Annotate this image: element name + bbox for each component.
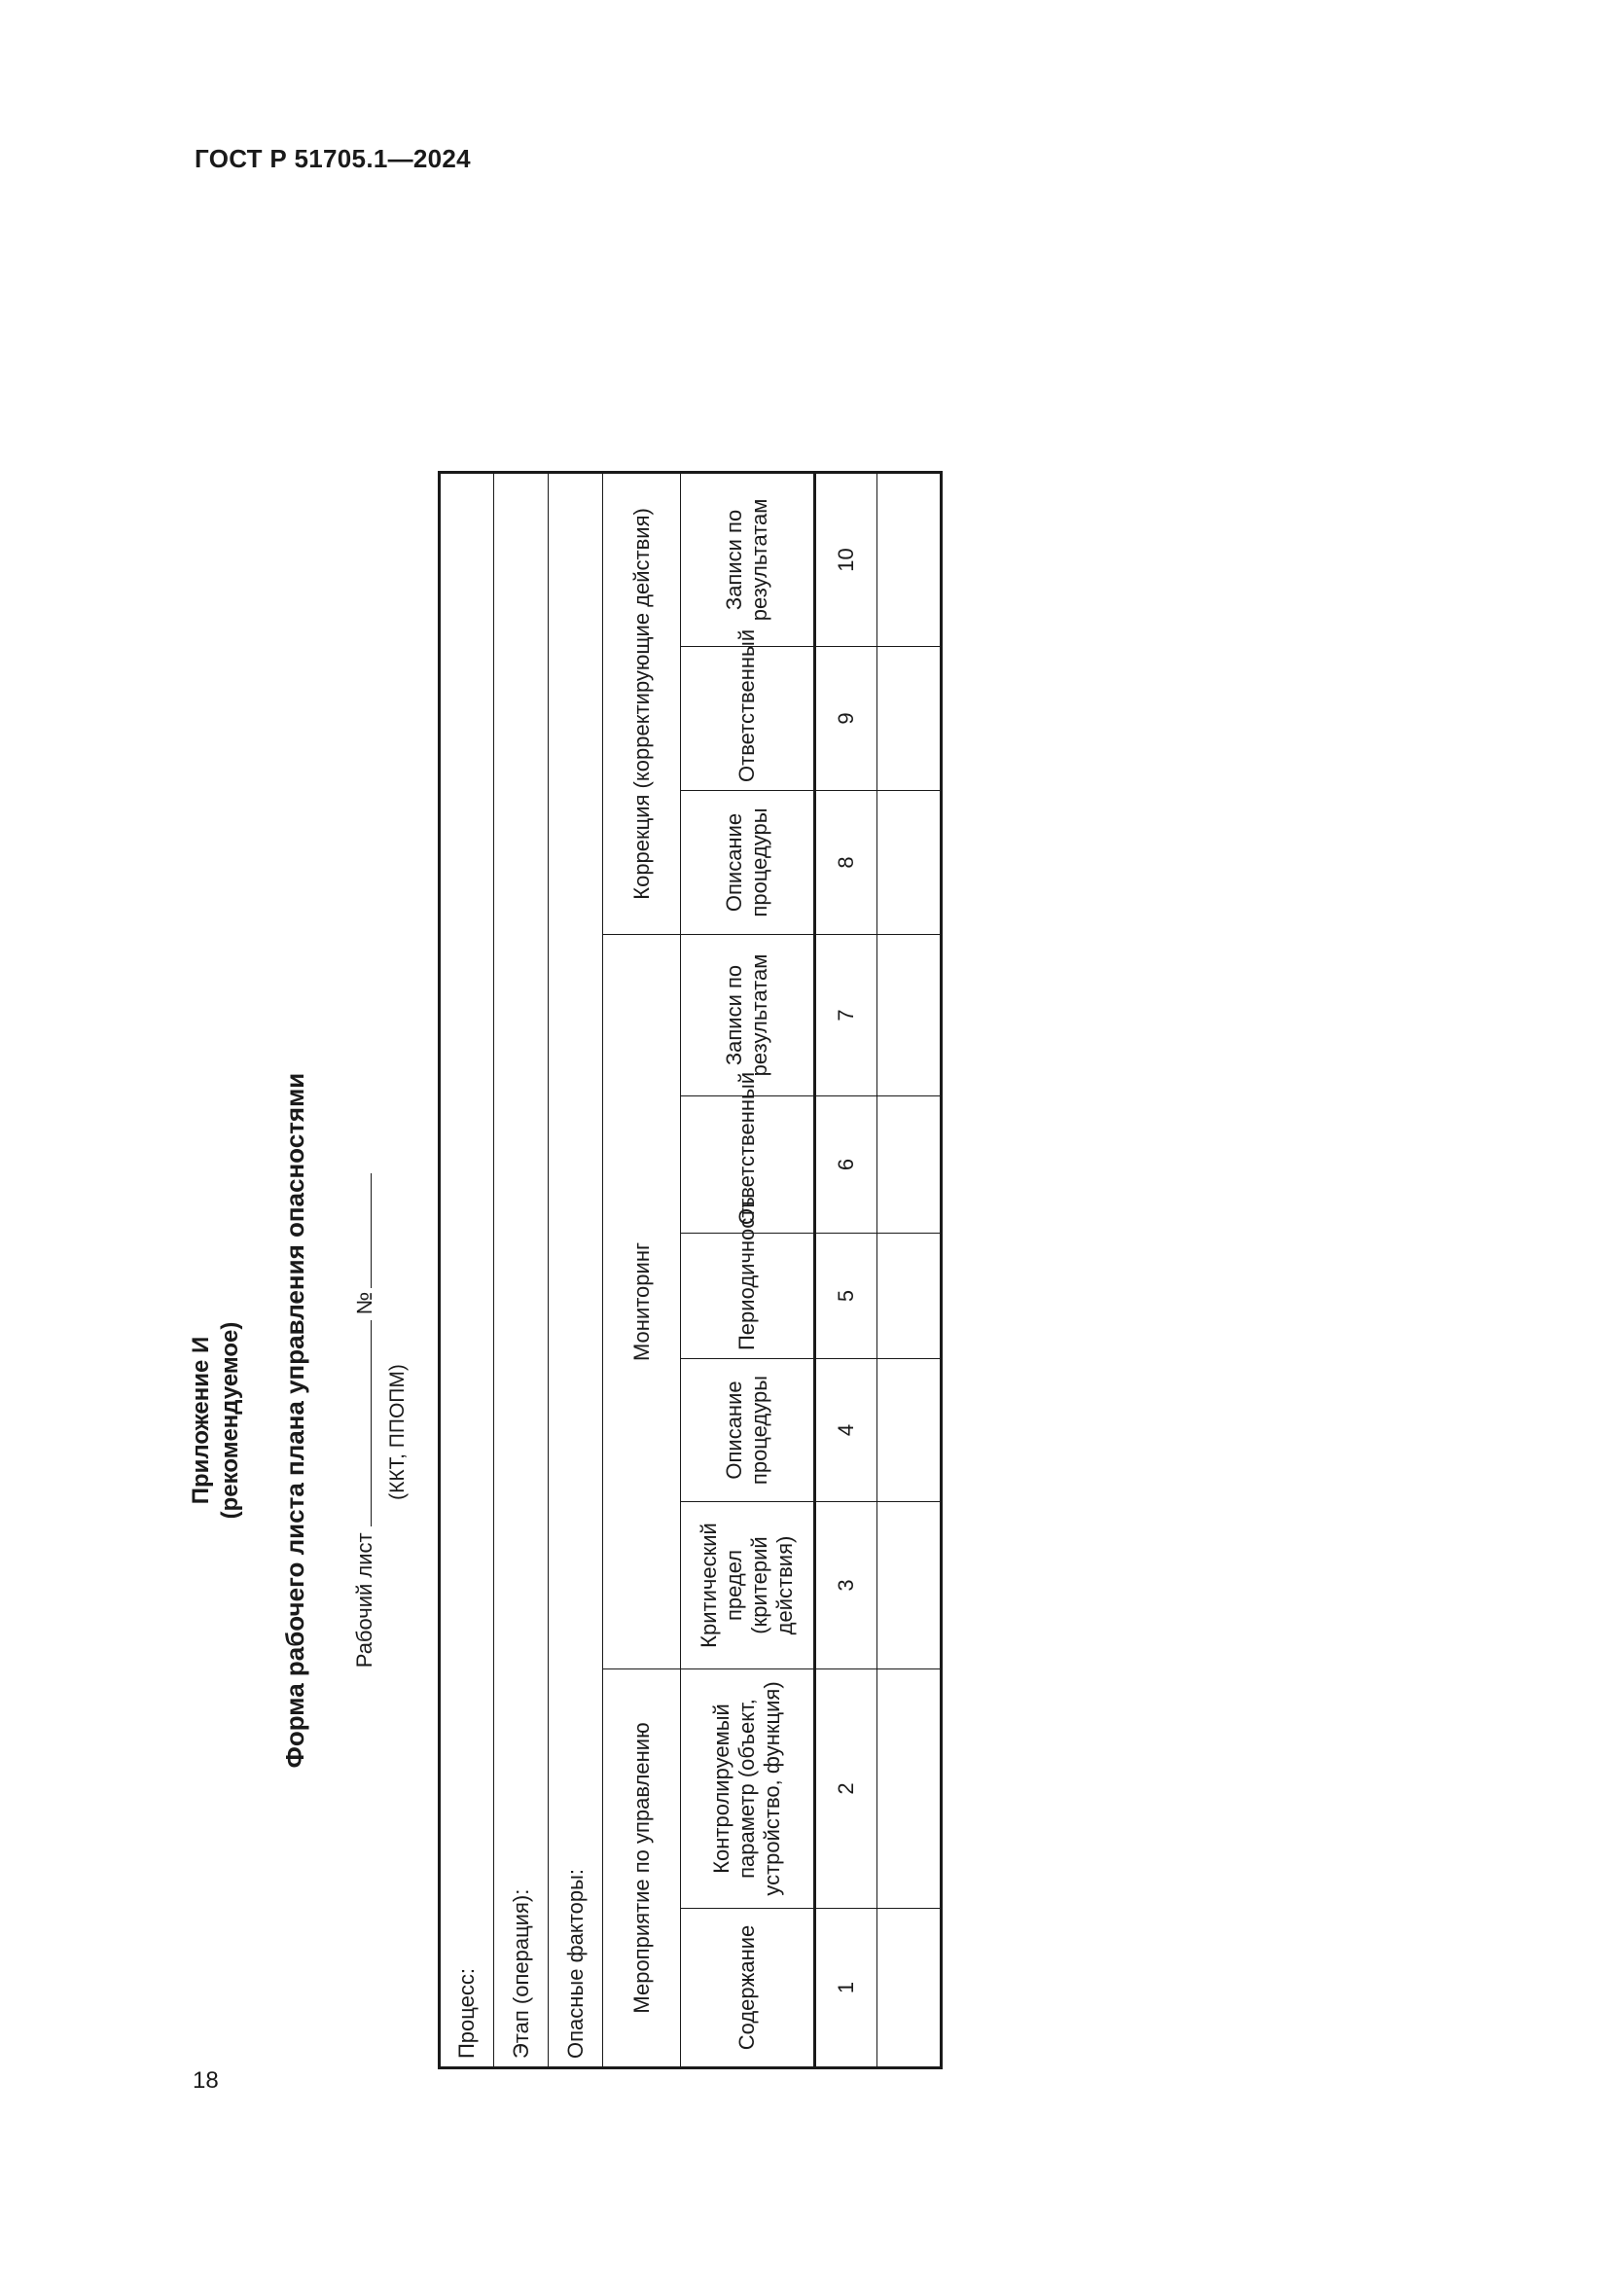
form-title: Форма рабочего листа плана управления опасностями [280,1072,309,1769]
column-number: 4 [815,1359,877,1502]
document-code-header: ГОСТ Р 51705.1—2024 [195,144,471,173]
col-header-correction-records: Записи по результатам [681,472,815,646]
appendix-title: Приложение И [188,1336,214,1505]
empty-cell[interactable] [877,1669,942,1909]
empty-cell[interactable] [877,1234,942,1359]
monitoring-group-header: Мониторинг [603,935,681,1669]
column-number: 10 [815,472,877,646]
column-number: 6 [815,1096,877,1234]
worksheet-label: Рабочий лист [352,1532,376,1668]
stage-row: Этап (операция): [494,472,549,2067]
column-number: 8 [815,791,877,935]
col-header-monitoring-procedure: Описание процедуры [681,1359,815,1502]
column-number: 5 [815,1234,877,1359]
column-number: 9 [815,647,877,791]
control-group-header: Мероприятие по управлению [603,1669,681,2068]
empty-cell[interactable] [877,791,942,935]
empty-cell[interactable] [877,1096,942,1234]
col-header-content: Содержание [681,1909,815,2068]
hazards-row: Опасные факторы: [549,472,603,2067]
rotated-form-area [175,0,1031,2296]
number-sign: № [352,1291,376,1315]
col-header-monitoring-responsible: Ответственный [681,1096,815,1234]
column-number: 7 [815,935,877,1096]
worksheet-number-blank[interactable] [345,1173,372,1288]
correction-group-header: Коррекция (корректирующие действия) [603,472,681,934]
col-header-controlled-parameter: Контролируемый параметр (объект, устройство, функция) [681,1669,815,1909]
worksheet-line [345,545,423,2296]
empty-cell[interactable] [877,935,942,1096]
empty-cell[interactable] [877,1502,942,1669]
appendix-subtitle: (рекомендуемое) [217,1321,243,1520]
page-number: 18 [193,2067,219,2094]
empty-cell[interactable] [877,1359,942,1502]
col-header-critical-limit: Критический предел (критерий действия) [681,1502,815,1669]
process-row: Процесс: [440,472,494,2067]
col-header-monitoring-records: Записи по результатам [681,935,815,1096]
col-header-periodicity: Периодичность [681,1234,815,1359]
col-header-correction-responsible: Ответственный [681,647,815,791]
empty-cell[interactable] [877,472,942,646]
column-number: 3 [815,1502,877,1669]
empty-cell[interactable] [877,647,942,791]
column-number: 2 [815,1669,877,1909]
worksheet-name-blank[interactable] [345,1320,372,1526]
worksheet-sublabel: (ККТ, ППОПМ) [386,1364,409,1500]
empty-cell[interactable] [877,1909,942,2068]
col-header-correction-procedure: Описание процедуры [681,791,815,935]
hazard-control-plan-table [438,471,943,2069]
column-number: 1 [815,1909,877,2068]
